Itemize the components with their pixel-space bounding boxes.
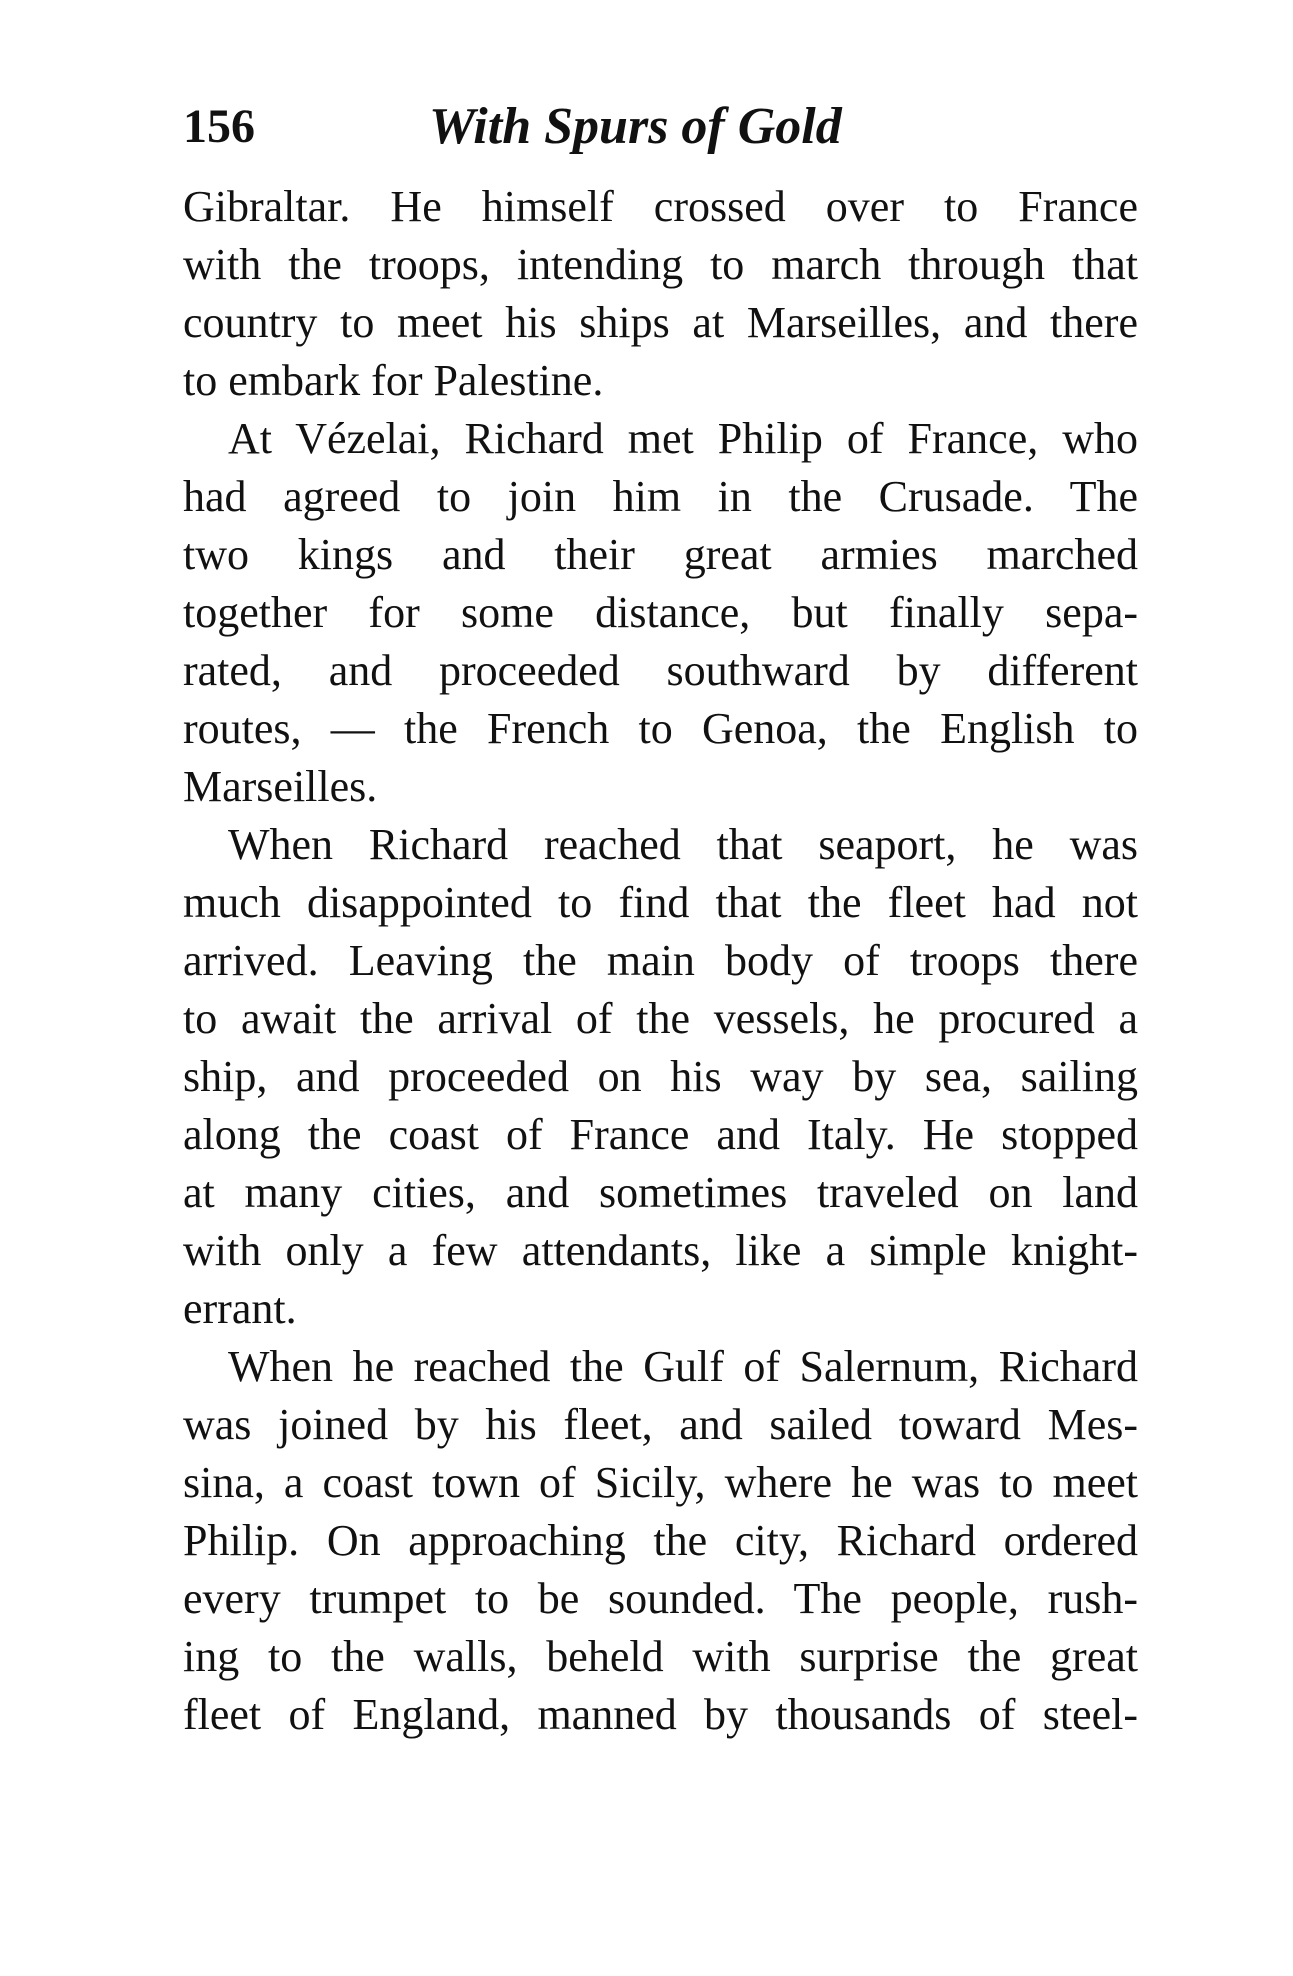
text-line: Gibraltar. He himself crossed over to France: [183, 182, 1138, 231]
text-line: every trumpet to be sounded. The people, rush-: [183, 1574, 1138, 1623]
text-line: errant.: [183, 1284, 297, 1333]
text-line: ship, and proceeded on his way by sea, sailing: [183, 1052, 1138, 1101]
paragraph-start-line: At Vézelai, Richard met Philip of France, who: [228, 414, 1138, 463]
text-line: to await the arrival of the vessels, he procured a: [183, 994, 1138, 1043]
paragraph-start-line: When he reached the Gulf of Salernum, Richard: [228, 1342, 1138, 1391]
paragraph-start-line: When Richard reached that seaport, he was: [228, 820, 1138, 869]
text-line: country to meet his ships at Marseilles, and there: [183, 298, 1138, 347]
text-line: Marseilles.: [183, 762, 378, 811]
text-line: fleet of England, manned by thousands of steel-: [183, 1690, 1138, 1739]
text-line: arrived. Leaving the main body of troops there: [183, 936, 1138, 985]
text-line: rated, and proceeded southward by different: [183, 646, 1138, 695]
page-number: 156: [183, 100, 255, 153]
text-line: along the coast of France and Italy. He stopped: [183, 1110, 1138, 1159]
text-line: with only a few attendants, like a simple knight-: [183, 1226, 1138, 1275]
page-header: [183, 92, 1143, 162]
text-line: to embark for Palestine.: [183, 356, 604, 405]
text-line: sina, a coast town of Sicily, where he was to meet: [183, 1458, 1138, 1507]
text-line: Philip. On approaching the city, Richard ordered: [183, 1516, 1138, 1565]
text-line: had agreed to join him in the Crusade. The: [183, 472, 1138, 521]
text-line: two kings and their great armies marched: [183, 530, 1138, 579]
text-line: together for some distance, but finally sepa-: [183, 588, 1138, 637]
text-line: at many cities, and sometimes traveled on land: [183, 1168, 1138, 1217]
text-line: much disappointed to find that the fleet had not: [183, 878, 1138, 927]
text-line: routes, — the French to Genoa, the English to: [183, 704, 1138, 753]
text-line: ing to the walls, beheld with surprise the great: [183, 1632, 1138, 1681]
body-text: [183, 178, 1138, 1744]
text-line: with the troops, intending to march through that: [183, 240, 1138, 289]
text-line: was joined by his fleet, and sailed toward Mes-: [183, 1400, 1138, 1449]
running-title: With Spurs of Gold: [429, 98, 842, 155]
